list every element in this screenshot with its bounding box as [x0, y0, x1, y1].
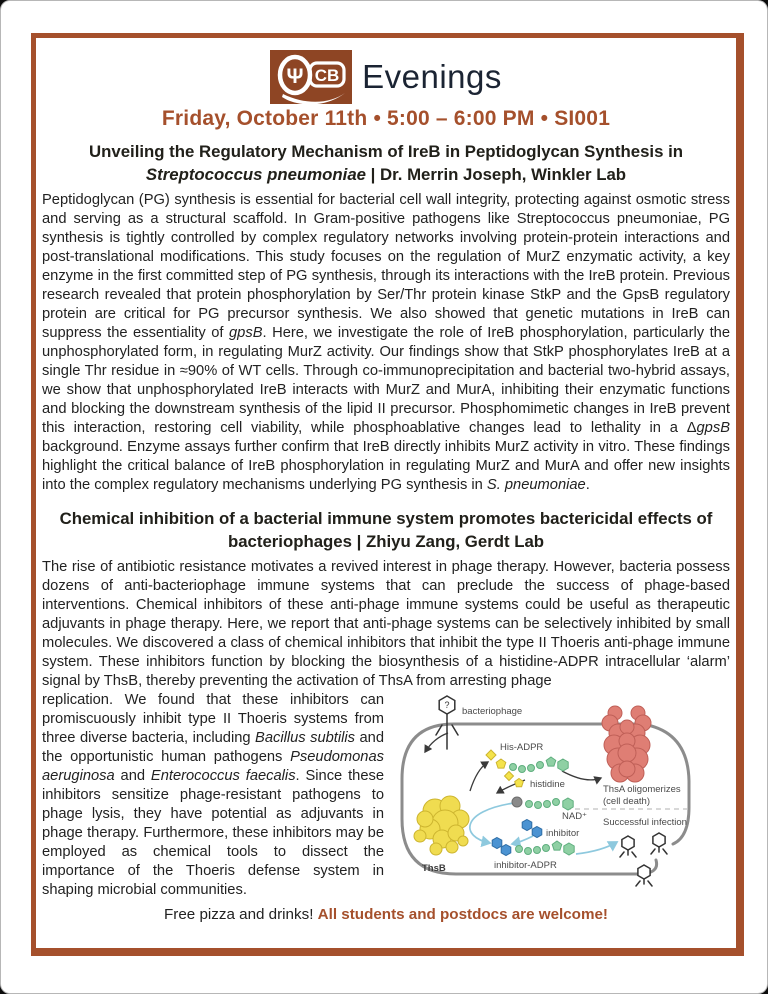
infection-phage-icon [620, 836, 636, 857]
phage-question-mark: ? [444, 700, 450, 711]
talk2-abstract-intro: The rise of antibiotic resistance motivates a revived interest in phage therapy. However, bacteria possess dozens of anti-bacteriophage immune systems that can preclude the success of phage-based interventions. Chemical inhibitors of these anti-phage immune systems could be useful as therapeutic adjuvants in phage therapy. Here, we report that anti-phage systems can be selectively inhibited by small molecules. We discovered a class of chemical inhibitors that inhibit the type II Thoeris anti-phage immune system. These inhibitors function by blocking the biosynthesis of a histidine-ADPR intracellular ‘alarm’ signal by ThsB, thereby preventing the activation of ThsA from arresting phage [42, 559, 730, 689]
thoeris-figure-svg [390, 691, 730, 901]
label-thsb: ThsB [422, 863, 446, 874]
thsa-protein-blob [602, 706, 651, 782]
arrow-nad-to-inhibitoradpr [470, 803, 514, 843]
event-date-line: Friday, October 11th • 5:00 – 6:00 PM • SI001 [161, 107, 611, 130]
label-thsa-oligomerizes: ThsA oligomerizes [603, 784, 681, 795]
nad-molecule-chain [512, 797, 573, 810]
qcb-logo [270, 50, 352, 104]
header [42, 50, 730, 104]
arrow-chain-to-infection [576, 842, 617, 854]
talk1-abstract: Peptidoglycan (PG) synthesis is essential for bacterial cell wall integrity, protecting against osmotic stress and serving as a structural scaffold. In Gram-positive pathogens like Streptococcus pneumoniae, PG synthesis is tightly controlled by complex regulatory networks involving protein-protein interactions and post-translational modifications. This study focuses on the regulation of MurZ enzymatic activity, a key enzyme in the first committed step of PG synthesis, through its interactions with the IreB protein. Previous research revealed that protein phosphorylation by Ser/Thr protein kinase StkP and the GpsB regulatory protein are critical for PG precursor synthesis. We also showed that genetic mutations in IreB can suppress the essentiality of gpsB. Here, we investigate the role of IreB phosphorylation, particularly the unphosphorylated form, in regulating MurZ activity. Our findings show that StkP phosphorylates IreB at a single Thr residue in ≈90% of WT cells. Through co-immunoprecipitation and bacterial two-hybrid assays, we show that unphosphorylated IreB interacts with MurZ and MurA, inhibiting their enzymatic functions and blocking the downstream synthesis of the lipid II precursor. Phosphomimetic changes in IreB prevent this interaction, restoring cell viability, while phosphoablative changes lead to lethality in a ΔgpsB background. Enzyme assays further confirm that IreB directly inhibits MurZ activity in vitro. These findings highlight the critical balance of IreB phosphorylation in regulating MurZ and MurA and offer new insights into the complex regulatory mechanisms underlying PG synthesis in S. pneumoniae. [42, 192, 731, 493]
logo-cb-text: CB [314, 66, 340, 85]
infection-phage-icon [636, 865, 652, 886]
arrow-inhibitor-to-chain [512, 836, 533, 844]
label-his-adpr: His-ADPR [500, 742, 544, 753]
his-adpr-molecule-chain [486, 750, 568, 773]
thoeris-mechanism-figure [390, 691, 730, 906]
talk1-title: Unveiling the Regulatory Mechanism of IreB in Peptidoglycan Synthesis in Streptococcus pneumoniae | Dr. Merrin Joseph, Winkler Lab [89, 142, 683, 184]
wordmark-evenings: Evenings [362, 58, 502, 95]
arrow-phage-to-thsb [425, 733, 448, 752]
label-histidine: histidine [530, 779, 565, 790]
talk2-abstract-wrap: replication. We found that these inhibitors can promiscuously inhibit type II Thoeris systems from three diverse bacteria, including Bacillus subtilis and the opportunistic human pathogens Pseudomonas aeruginosa and Enterococcus faecalis. Since these inhibitors sensitize phage-resistant pathogens to phage lysis, they have potential as adjuvants in phage therapy. Furthermore, these inhibitors may be employed as chemical tools to dissect the importance of the Thoeris defense system in shaping microbial communities. [42, 692, 384, 898]
flyer-border-frame [31, 33, 744, 956]
thsb-protein-blob [414, 796, 469, 855]
label-cell-death: (cell death) [603, 796, 650, 807]
iu-trident-icon: Ψ [286, 65, 304, 88]
label-bacteriophage: bacteriophage [462, 706, 523, 717]
talk2-title: Chemical inhibition of a bacterial immune system promotes bactericidal effects of bacteriophages | Zhiyu Zang, Gerdt Lab [59, 509, 713, 551]
label-inhibitor-adpr: inhibitor-ADPR [494, 860, 557, 871]
footer [42, 906, 730, 923]
footer-plain-text: Free pizza and drinks! [164, 906, 314, 923]
talk2-wrap-row [42, 691, 730, 906]
label-inhibitor: inhibitor [546, 828, 580, 839]
label-successful-infection: Successful infection [603, 817, 687, 828]
arrow-thsb-to-hisadpr [470, 762, 488, 791]
inhibitor-molecule [522, 820, 542, 838]
arrow-hisadpr-to-thsa [562, 771, 601, 780]
inhibitor-adpr-molecule-chain [492, 838, 574, 856]
footer-accent-text: All students and postdocs are welcome! [317, 906, 608, 923]
infection-phage-icon [651, 833, 667, 854]
flyer-content [36, 38, 736, 925]
label-nad: NAD⁺ [562, 811, 588, 822]
